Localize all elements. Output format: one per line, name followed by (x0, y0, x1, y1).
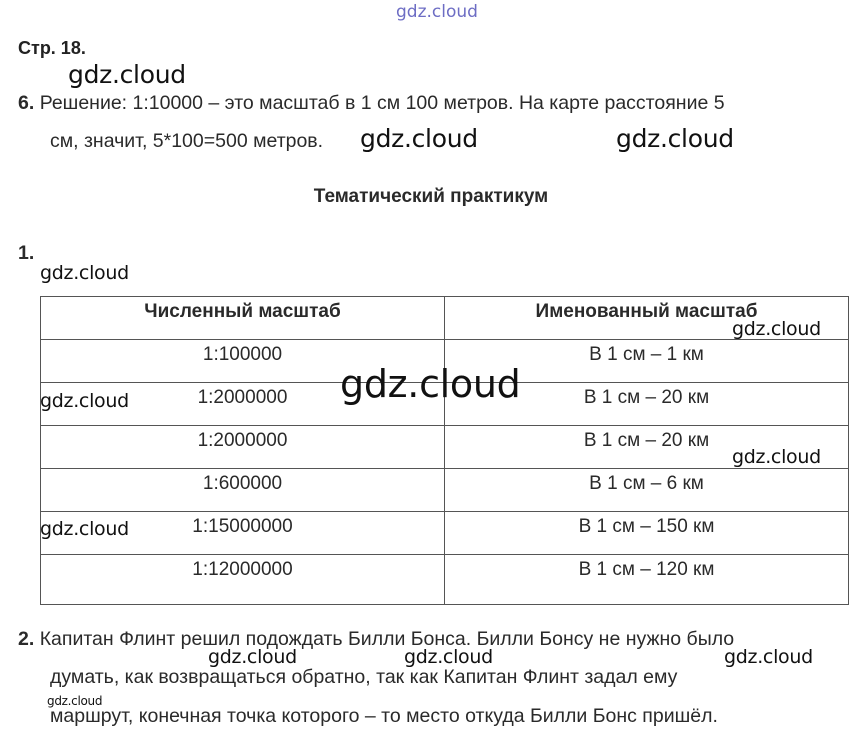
watermark: gdz.cloud (40, 390, 129, 412)
task2-text-line1: Капитан Флинт решил подождать Билли Бонса. Билли Бонсу не нужно было (39, 628, 735, 650)
named-scale-cell: В 1 см – 120 км (445, 555, 849, 605)
task6-number: 6. (18, 92, 35, 114)
numeric-scale-cell: 1:100000 (41, 340, 445, 383)
numeric-scale-cell: 1:2000000 (41, 426, 445, 469)
watermark: gdz.cloud (208, 646, 297, 668)
section-title: Тематический практикум (313, 186, 549, 207)
table-header-row (41, 297, 849, 340)
table-row (41, 555, 849, 605)
table-row (41, 426, 849, 469)
task6-text-line1: Решение: 1:10000 – это масштаб в 1 см 100 метров. На карте расстояние 5 (39, 92, 725, 114)
header-named-scale: Именованный масштаб (445, 297, 849, 340)
top-watermark: gdz.cloud (396, 2, 478, 22)
named-scale-cell: В 1 см – 150 км (445, 512, 849, 555)
task6-line1 (18, 92, 725, 115)
watermark: gdz.cloud (360, 124, 478, 153)
page-reference: Стр. 18. (18, 38, 86, 58)
watermark: gdz.cloud (40, 262, 129, 284)
watermark: gdz.cloud (340, 362, 521, 406)
watermark: gdz.cloud (68, 60, 186, 89)
task2-text-line3: маршрут, конечная точка которого – то место откуда Билли Бонс пришёл. (50, 705, 718, 727)
watermark: gdz.cloud (40, 518, 129, 540)
named-scale-cell: В 1 см – 20 км (445, 426, 849, 469)
named-scale-cell: В 1 см – 1 км (445, 340, 849, 383)
task1-number: 1. (18, 242, 35, 264)
task2-number: 2. (18, 628, 35, 650)
numeric-scale-cell: 1:600000 (41, 469, 445, 512)
watermark: gdz.cloud (724, 646, 813, 668)
table-row (41, 469, 849, 512)
task2-line1 (18, 628, 734, 651)
watermark: gdz.cloud (404, 646, 493, 668)
named-scale-cell: В 1 см – 20 км (445, 383, 849, 426)
watermark: gdz.cloud (732, 446, 821, 468)
task6-text-line2: см, значит, 5*100=500 метров. (50, 130, 324, 152)
watermark: gdz.cloud (47, 694, 103, 708)
table-row (41, 512, 849, 555)
watermark: gdz.cloud (616, 124, 734, 153)
numeric-scale-cell: 1:2000000 (41, 383, 445, 426)
numeric-scale-cell: 1:12000000 (41, 555, 445, 605)
watermark: gdz.cloud (732, 318, 821, 340)
scale-table (40, 296, 849, 605)
task2-text-line2: думать, как возвращаться обратно, так как Капитан Флинт задал ему (50, 666, 678, 688)
header-numeric-scale: Численный масштаб (41, 297, 445, 340)
numeric-scale-cell: 1:15000000 (41, 512, 445, 555)
named-scale-cell: В 1 см – 6 км (445, 469, 849, 512)
